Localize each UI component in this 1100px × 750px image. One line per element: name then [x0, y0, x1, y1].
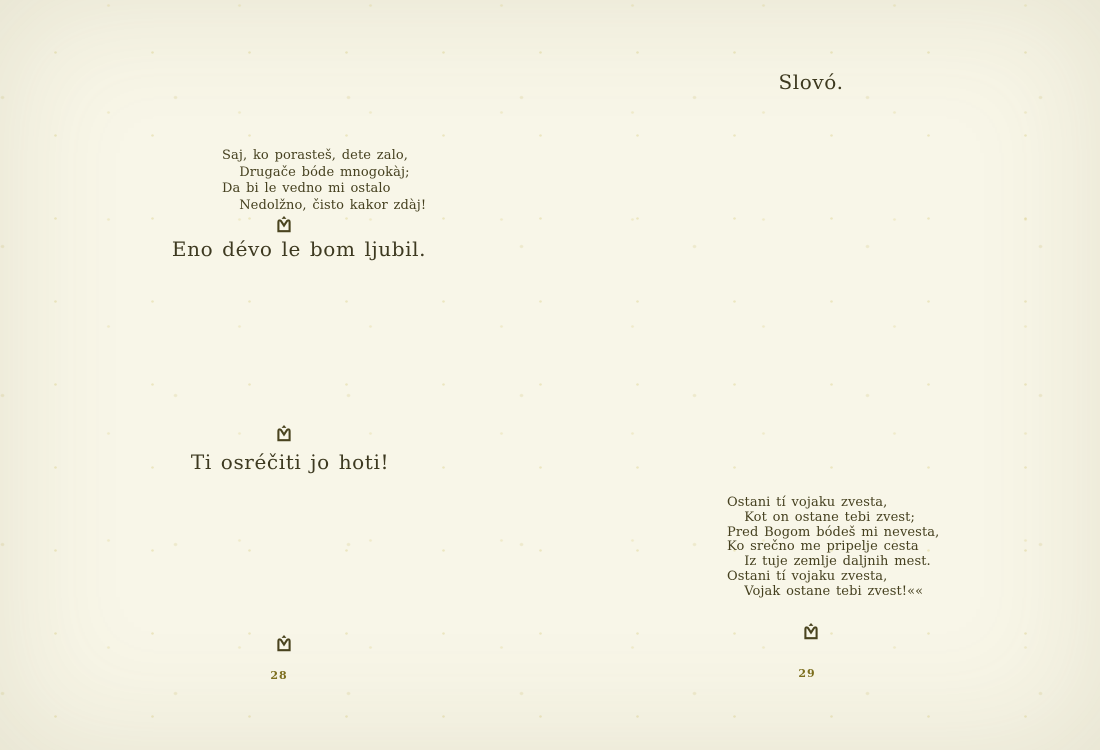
lp-eno-devo-columns — [100, 283, 297, 299]
rp-slovo-columns — [598, 122, 823, 144]
printer-monogram-icon — [803, 622, 819, 640]
lp-ti-osreciti-columns — [98, 496, 298, 512]
poem-line: Iz tuje zemlje daljnih mest. — [727, 554, 931, 570]
poem-column — [98, 496, 298, 512]
poem-line: Da bi le vedno mi ostalo — [222, 181, 391, 197]
poem-line: Ostani tí vojaku zvesta, — [727, 495, 888, 510]
page-right — [550, 0, 1100, 750]
rp-page-number: 29 — [798, 667, 816, 680]
lp-opening-envoi — [222, 148, 426, 214]
lp-title-eno-devo: Eno dévo le bom ljubil. — [171, 237, 427, 261]
poem-line: Drugače bóde mnogokàj; — [222, 164, 410, 180]
rp-title-slovo: Slovó. — [778, 70, 844, 94]
printer-monogram-icon — [276, 634, 292, 652]
poem-line: Vojak ostane tebi zvest!«« — [727, 583, 924, 599]
poem-column — [598, 122, 823, 144]
poem-line: Ko srečno me pripelje cesta — [727, 539, 919, 555]
poem-line: Ostani tí vojaku zvesta, — [727, 568, 888, 584]
rp-final-stanza — [727, 496, 939, 600]
lp-title-ti-osreciti: Ti osréčiti jo hoti! — [190, 450, 390, 474]
printer-monogram-icon — [276, 424, 292, 442]
printer-monogram-icon — [276, 215, 292, 233]
poem-column — [100, 283, 297, 299]
lp-ornament-3 — [276, 634, 292, 652]
poem-line: Pred Bogom bódeš mi nevesta, — [727, 524, 940, 540]
rp-ornament-1 — [803, 622, 819, 640]
lp-ornament-1 — [276, 215, 292, 233]
lp-page-number: 28 — [270, 669, 288, 682]
poem-line: Saj, ko porasteš, dete zalo, — [222, 148, 409, 163]
poem-line: Nedolžno, čisto kakor zdàj! — [222, 197, 427, 213]
lp-ornament-2 — [276, 424, 292, 442]
poem-line: Kot on ostane tebi zvest; — [727, 509, 915, 525]
